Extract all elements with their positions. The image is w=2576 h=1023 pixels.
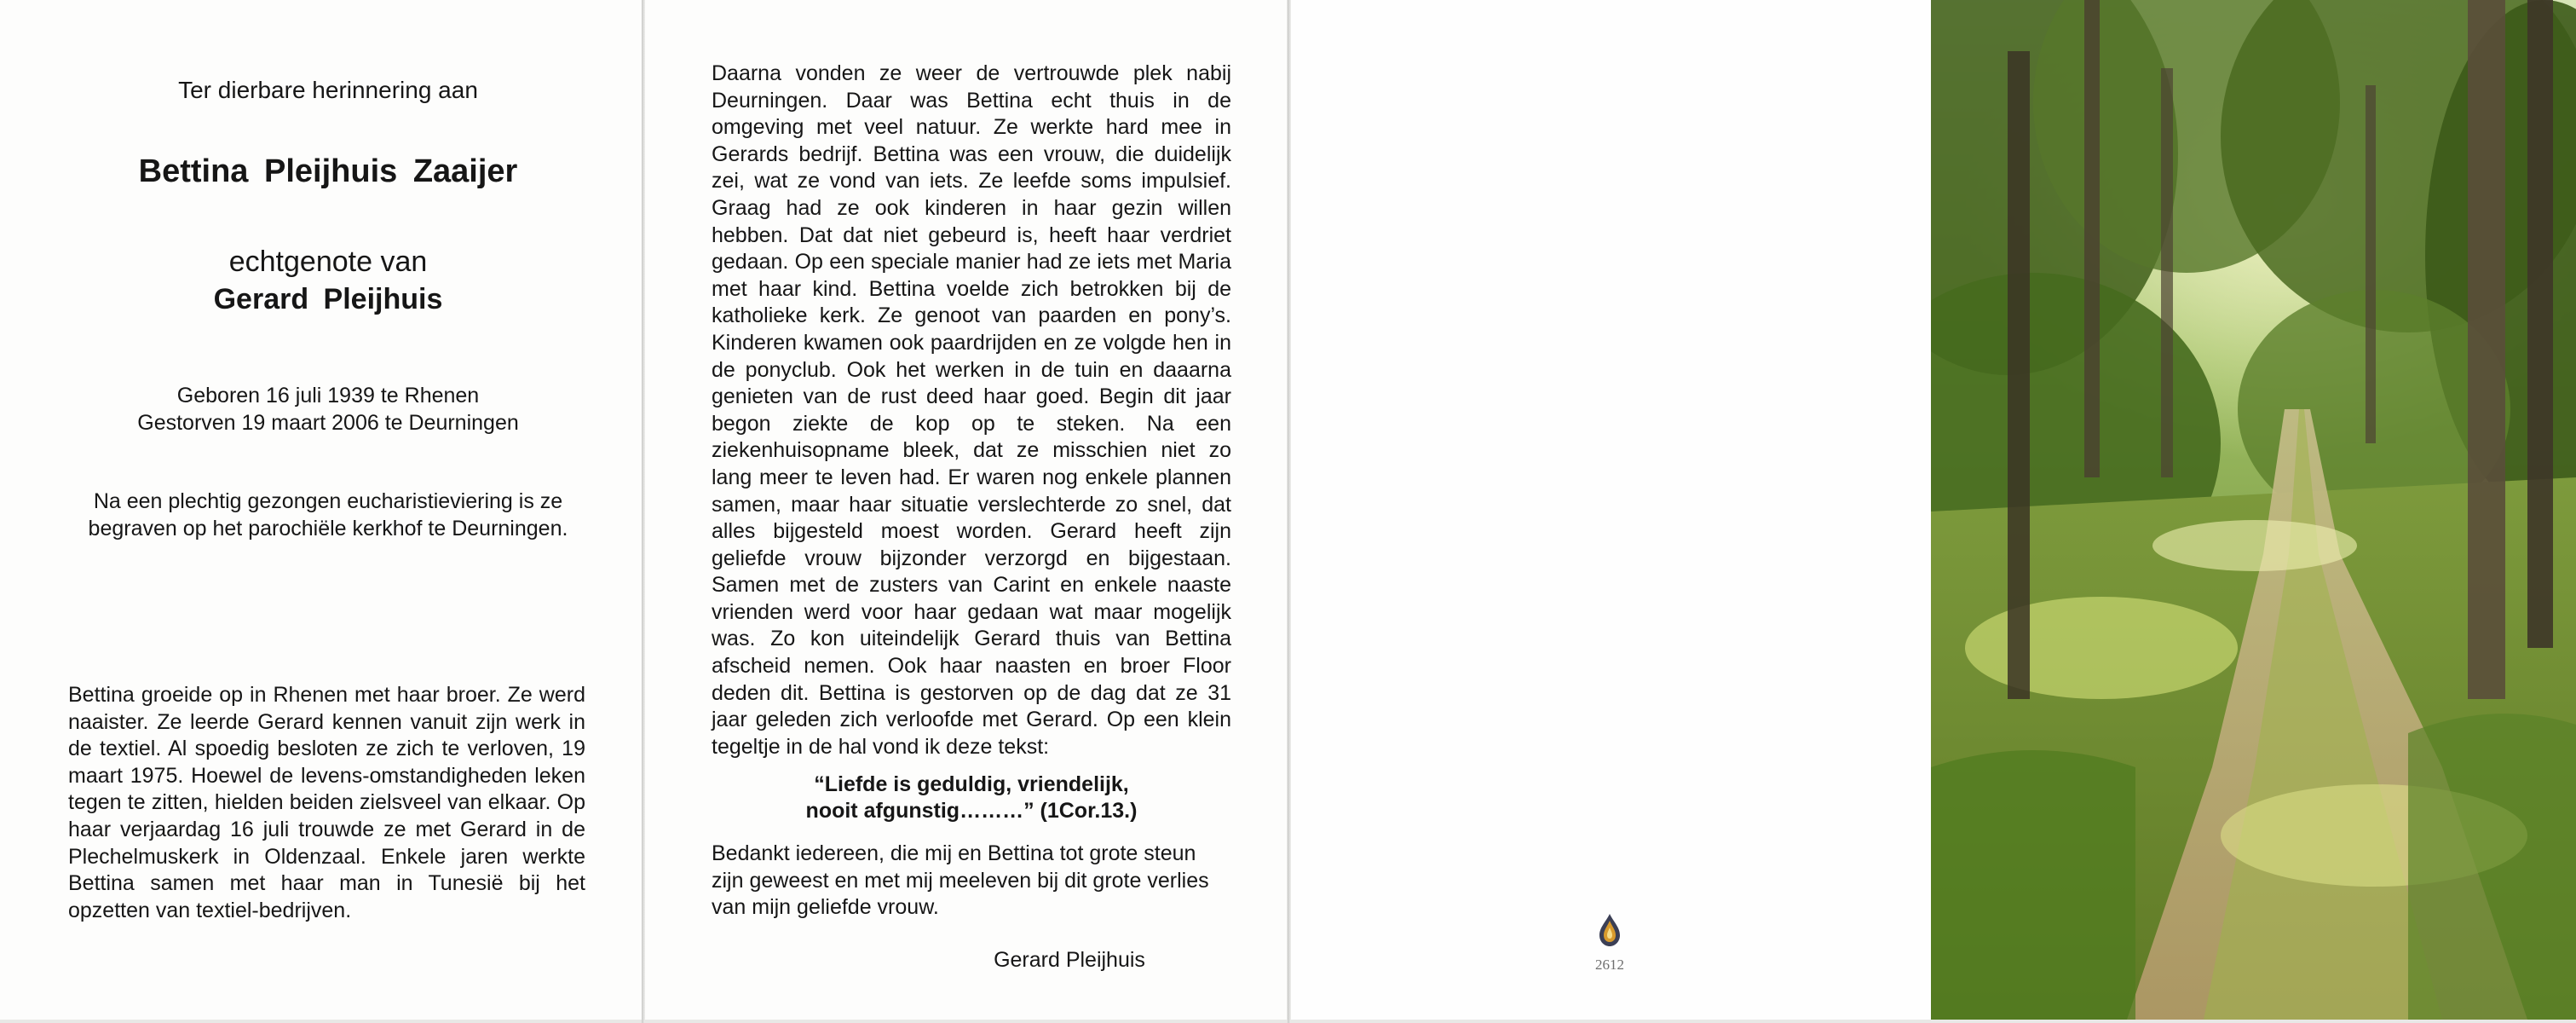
biography-part-2: Daarna vonden ze weer de vertrouwde plek nabij Deurningen. Daar was Bettina echt thuis in de omgeving met veel natuur. Ze werkte hard mee in Gerards bedrijf. Bettina was een vrouw, die duidelijk zei, wat ze vond van iets. Ze leefde soms impulsief. Graag had ze ook kinderen in haar gezin willen hebben. Dat dat niet gebeurd is, heeft haar verdriet gedaan. Op een speciale manier had ze iets met Maria met haar kind. Bettina voelde zich betrokken bij de katholieke kerk. Ze genoot van paarden en pony’s. Kinderen kwamen ook paardrijden en ze volgde hen in de ponyclub. Ook het werken in de tuin en daaarna genieten van de rust deed haar goed. Begin dit jaar begon ziekte de kop op te steken. Na een ziekenhuisopname bleek, dat ze misschien niet zo lang meer te leven had. Er waren nog enkele plannen samen, maar haar situatie verslechterde zo snel, dat alles bijgesteld moest worden. Gerard heeft zijn geliefde vrouw bijzonder verzorgd en bijgestaan. Samen met de zusters van Carint en enkele naaste vrienden werd voor haar gedaan wat maar mogelijk was. Zo kon uiteindelijk Gerard thuis van Bettina afscheid nemen. Ook haar naasten en broer Floor deden dit. Bettina is gestorven op de dag dat ze 31 jaar geleden zich verloofde met Gerard. Op een klein tegeltje in de hal vond ik deze tekst: (712, 61, 1231, 759)
intro-line: Ter dierbare herinnering aan (178, 77, 478, 103)
spouse-name: Gerard Pleijhuis (213, 283, 443, 315)
birth-line: Geboren 16 juli 1939 te Rhenen (176, 384, 480, 407)
card-number: 2612 (1595, 957, 1624, 973)
card-panel-photo (1931, 0, 2576, 1020)
quote-line: nooit afgunstig………” (1Cor.13.) (805, 799, 1138, 823)
spouse-prefix: echtgenote van (228, 246, 428, 278)
fold-line (1288, 0, 1291, 1023)
quote-line: “Liefde is geduldig, vriendelijk, (814, 772, 1129, 796)
deceased-name: Bettina Pleijhuis Zaaijer (138, 153, 518, 189)
biography-part-1: Bettina groeide op in Rhenen met haar broer. Ze werd naaister. Ze leerde Gerard kennen vanuit zijn werk in de textiel. Al spoedig besloten ze zich te verloven, 19 maart 1975. Hoewel de levens-omstandigheden leken tegen te zitten, hielden beiden zielsveel van elkaar. Op haar verjaardag 16 juli trouwde ze met Gerard in de Plechelmuskerk in Oldenzaal. Enkele jaren werkte Bettina samen met haar man in Tunesië bij het opzetten van textiel-bedrijven. (68, 683, 585, 922)
death-line: Gestorven 19 maart 2006 te Deurningen (137, 411, 519, 435)
forest-path-photo (1931, 0, 2576, 1020)
candle-flame-icon (1595, 912, 1624, 948)
card-panel-back-left (1290, 0, 1931, 1020)
bible-quote (712, 772, 1231, 824)
thanks-text: Bedankt iedereen, die mij en Bettina tot grote steun zijn geweest en met mij meeleven bij dit grote verlies van mijn geliefde vrouw. (712, 841, 1209, 920)
burial-text: Na een plechtig gezongen eucharistieviering is ze begraven op het parochiële kerkhof te Deurningen. (88, 489, 568, 540)
signature: Gerard Pleijhuis (994, 948, 1145, 972)
